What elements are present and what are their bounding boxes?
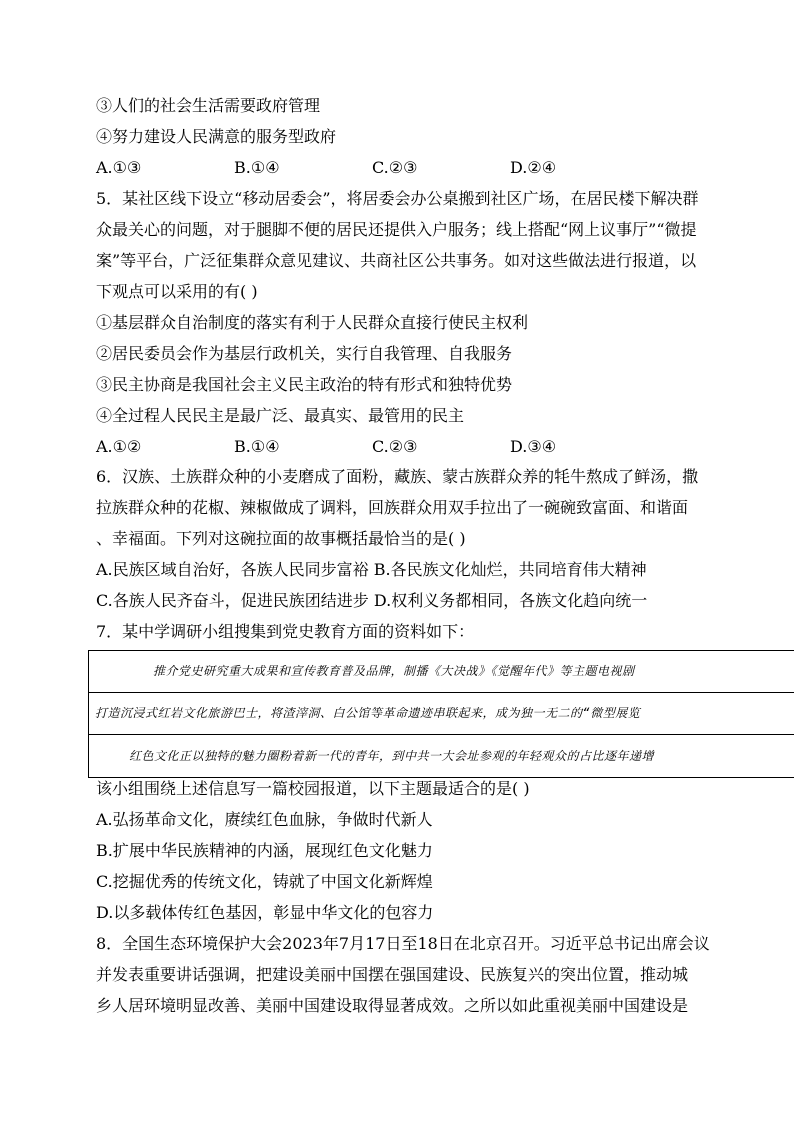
q5-stem-line-1: 5．某社区线下设立“移动居委会”，将居委会办公桌搬到社区广场，在居民楼下解决群 [96, 189, 699, 208]
q5-item-2: ②居民委员会作为基层行政机关，实行自我管理、自我服务 [96, 344, 513, 363]
q4-option-b[interactable]: B.①④ [234, 158, 280, 177]
q5-item-1: ①基层群众自治制度的落实有利于人民群众直接行使民主权利 [96, 313, 529, 332]
q5-option-b[interactable]: B.①④ [234, 437, 280, 456]
q7-table-row-2 [89, 693, 794, 735]
q7-option-d[interactable]: D.以多载体传红色基因，彰显中华文化的包容力 [96, 903, 434, 922]
q7-table-row-3 [89, 735, 794, 777]
q7-table-row-1 [89, 651, 794, 693]
q8-stem-line-3: 乡人居环境明显改善、美丽中国建设取得显著成效。之所以如此重视美丽中国建设是 [96, 996, 689, 1015]
q5-option-d[interactable]: D.③④ [510, 437, 557, 456]
q5-item-4: ④全过程人民民主是最广泛、最真实、最管用的民主 [96, 406, 465, 425]
q6-options-line-1[interactable]: A.民族区域自治好，各族人民同步富裕 B.各民族文化灿烂，共同培育伟大精神 [96, 560, 647, 579]
q7-table-cell-3: 红色文化正以独特的魅力圈粉着新一代的青年，到中共一大会址参观的年轻观众的占比逐年递增 [129, 749, 655, 763]
q4-options [96, 158, 616, 178]
q7-option-b[interactable]: B.扩展中华民族精神的内涵，展现红色文化魅力 [96, 841, 433, 860]
q7-option-a[interactable]: A.弘扬革命文化，赓续红色血脉，争做时代新人 [96, 810, 433, 829]
q6-stem-line-2: 拉族群众种的花椒、辣椒做成了调料，回族群众用双手拉出了一碗碗致富面、和谐面 [96, 498, 689, 517]
q6-stem-line-1: 6．汉族、土族群众种的小麦磨成了面粉，藏族、蒙古族群众养的牦牛熬成了鲜汤，撒 [96, 467, 699, 486]
q5-option-c[interactable]: C.②③ [372, 437, 418, 456]
q7-option-c[interactable]: C.挖掘优秀的传统文化，铸就了中国文化新辉煌 [96, 872, 433, 891]
q5-stem-line-3: 案”等平台，广泛征集群众意见建议、共商社区公共事务。如对这些做法进行报道，以 [96, 251, 697, 270]
q6-stem-line-3: 、幸福面。下列对这碗拉面的故事概括最恰当的是( ) [96, 529, 466, 548]
q4-item-4: ④努力建设人民满意的服务型政府 [96, 127, 337, 146]
q5-item-3: ③民主协商是我国社会主义民主政治的特有形式和独特优势 [96, 375, 513, 394]
q6-options-line-2[interactable]: C.各族人民齐奋斗，促进民族团结进步 D.权利义务都相同，各族文化趋向统一 [96, 591, 648, 610]
q7-table-cell-1: 推介党史研究重大成果和宣传教育普及品牌，制播《大决战》《觉醒年代》等主题电视剧 [153, 664, 635, 678]
q7-stem: 7．某中学调研小组搜集到党史教育方面的资料如下： [96, 622, 475, 641]
q5-stem-line-4: 下观点可以采用的有( ) [96, 282, 258, 301]
q5-stem-line-2: 众最关心的问题，对于腿脚不便的居民还提供入户服务；线上搭配“网上议事厅”“微提 [96, 220, 697, 239]
q4-item-3: ③人们的社会生活需要政府管理 [96, 96, 321, 115]
q7-table-cell-2: 打造沉浸式红岩文化旅游巴士，将渣滓洞、白公馆等革命遗迹串联起来，成为独一无二的“微型展览 [95, 706, 641, 720]
q5-option-a[interactable]: A.①② [96, 437, 142, 456]
q8-stem-line-2: 并发表重要讲话强调，把建设美丽中国摆在强国建设、民族复兴的突出位置，推动城 [96, 965, 689, 984]
q8-stem-line-1: 8．全国生态环境保护大会2023年7月17日至18日在北京召开。习近平总书记出席会议 [96, 934, 710, 953]
q7-material-table [88, 650, 794, 778]
q7-question: 该小组围绕上述信息写一篇校园报道，以下主题最适合的是( ) [96, 779, 530, 798]
q4-option-c[interactable]: C.②③ [372, 158, 418, 177]
q4-option-d[interactable]: D.②④ [510, 158, 557, 177]
q4-option-a[interactable]: A.①③ [96, 158, 142, 177]
q5-options [96, 437, 616, 457]
